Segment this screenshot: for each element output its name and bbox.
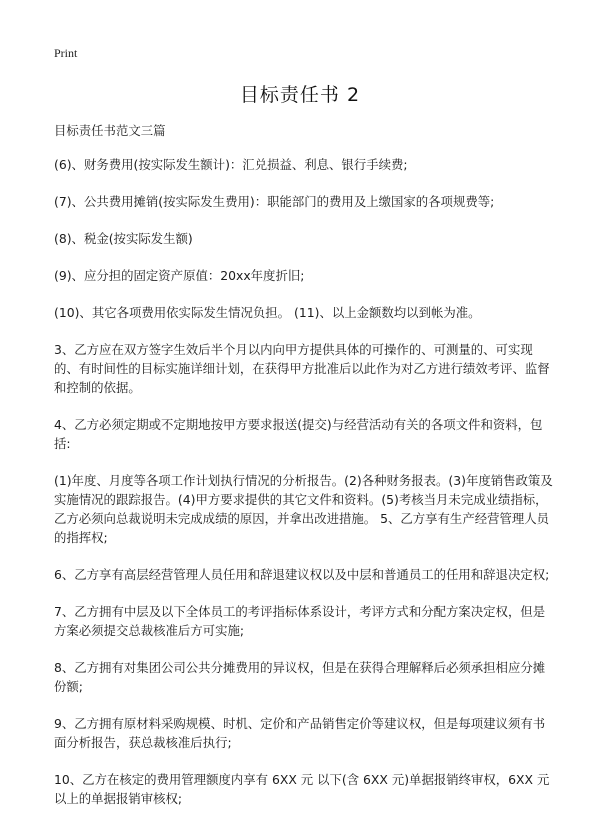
paragraph-item-6: (6)、财务费用(按实际发生额计)：汇兑损益、利息、银行手续费;: [54, 157, 408, 172]
paragraph-clause-3: 3、乙方应在双方签字生效后半个月以内向甲方提供具体的可操作的、可测量的、可实现的、有时间性的目标实施详细计划，在获得甲方批准后以此作为对乙方进行绩效考评、监督和控制的依据。: [54, 342, 550, 395]
paragraph-clause-9: 9、乙方拥有原材料采购规模、时机、定价和产品销售定价等建议权，但是每项建议须有书面分析报告，获总裁核准后执行;: [54, 716, 546, 750]
paragraph-clause-6: 6、乙方享有高层经营管理人员任用和辞退建议权以及中层和普通员工的任用和辞退决定权;: [54, 567, 550, 582]
paragraph-clause-10: 10、乙方在核定的费用管理额度内享有 6XX 元 以下(含 6XX 元)单据报销终审权，6XX 元以上的单据报销审核权;: [54, 772, 550, 806]
document-subtitle: 目标责任书范文三篇: [54, 123, 166, 138]
paragraph-item-7: (7)、公共费用摊销(按实际发生费用)：职能部门的费用及上缴国家的各项规费等;: [54, 194, 495, 209]
paragraph-item-8: (8)、税金(按实际发生额): [54, 231, 193, 246]
document-body: [54, 121, 554, 826]
document-title: 目标责任书 2: [239, 84, 361, 106]
paragraph-report-list: (1)年度、月度等各项工作计划执行情况的分析报告。(2)各种财务报表。(3)年度销售政策及实施情况的跟踪报告。(4)甲方要求提供的其它文件和资料。(5)考核当月未完成业绩指标，乙方必须向总裁说明未完成成绩的原因，并拿出改进措施。 5、乙方享有生产经营管理人员的指挥权;: [54, 473, 553, 545]
paragraph-clause-8: 8、乙方拥有对集团公司公共分摊费用的异议权，但是在获得合理解释后必须承担相应分摊份额;: [54, 660, 546, 694]
print-label[interactable]: Print: [54, 46, 78, 60]
paragraph-item-10-11: (10)、其它各项费用依实际发生情况负担。 (11)、以上金额数均以到帐为准。: [54, 305, 481, 320]
paragraph-clause-7: 7、乙方拥有中层及以下全体员工的考评指标体系设计，考评方式和分配方案决定权，但是方案必须提交总裁核准后方可实施;: [54, 604, 546, 638]
paragraph-clause-4: 4、乙方必须定期或不定期地按甲方要求报送(提交)与经营活动有关的各项文件和资料，包括:: [54, 417, 543, 451]
paragraph-item-9: (9)、应分担的固定资产原值：20xx年度折旧;: [54, 268, 305, 283]
